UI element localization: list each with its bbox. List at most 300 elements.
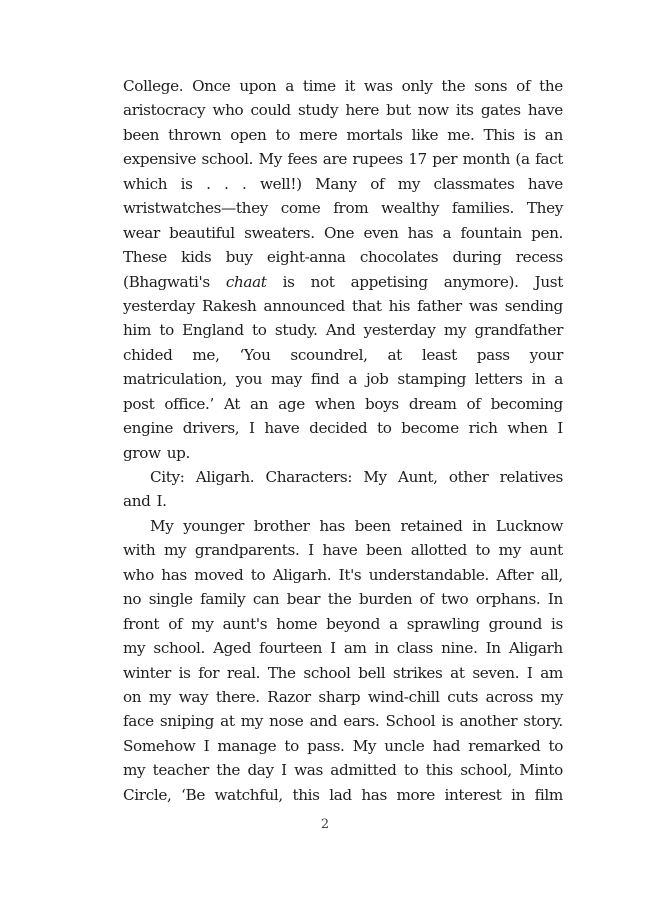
word: In xyxy=(485,639,501,658)
word: stamping xyxy=(397,370,466,389)
word: pass xyxy=(476,345,510,364)
word: kids xyxy=(181,248,212,267)
word: had xyxy=(432,736,461,755)
word: but xyxy=(386,101,411,120)
word: sharp xyxy=(318,687,361,706)
word: time xyxy=(302,77,336,95)
word: Rakesh xyxy=(201,296,257,315)
word: now xyxy=(417,101,449,120)
word: rupees xyxy=(352,150,403,169)
text-line xyxy=(123,98,563,122)
word: wear xyxy=(123,223,160,242)
word: It's xyxy=(338,565,362,584)
word: announced xyxy=(263,296,345,315)
word: well!) xyxy=(260,174,302,193)
word: here xyxy=(345,101,379,120)
word: younger xyxy=(183,516,244,535)
word: teacher xyxy=(152,761,209,780)
word: City: xyxy=(150,468,185,486)
word: at xyxy=(387,345,402,364)
word: Aligarh. xyxy=(195,468,255,486)
word: (Bhagwati's xyxy=(123,272,210,291)
word: only xyxy=(401,77,433,95)
word: drivers, xyxy=(182,419,240,438)
word: orphans. xyxy=(475,590,541,609)
text-line xyxy=(123,685,563,709)
word: understandable. xyxy=(368,565,489,584)
word: sprawling xyxy=(406,614,480,633)
word: is xyxy=(523,125,536,144)
word: at xyxy=(220,712,235,731)
text-line xyxy=(123,489,563,513)
word: can xyxy=(252,590,280,609)
word: of xyxy=(419,590,434,609)
word: of xyxy=(168,614,183,633)
word: I xyxy=(330,639,336,658)
word: and xyxy=(309,712,338,731)
word: study. xyxy=(274,321,318,340)
word: grandparents. xyxy=(194,541,300,560)
text-line xyxy=(123,734,563,758)
word: (a xyxy=(515,150,530,169)
word: The xyxy=(267,663,296,682)
word: One xyxy=(324,223,355,242)
word: . xyxy=(224,174,229,193)
word: per xyxy=(432,150,458,169)
word: and xyxy=(123,492,151,511)
word: appetising xyxy=(350,272,428,291)
word: in xyxy=(511,785,526,804)
word: my xyxy=(163,541,187,560)
word: My xyxy=(150,516,174,535)
word: no xyxy=(123,590,142,609)
word: a xyxy=(554,370,563,389)
text-line xyxy=(123,392,563,416)
text-line xyxy=(123,783,563,807)
word: single xyxy=(148,590,193,609)
word: is xyxy=(441,712,454,731)
word: open xyxy=(230,125,267,144)
text-line xyxy=(123,221,563,245)
word: real. xyxy=(226,663,261,682)
word: have xyxy=(322,541,358,560)
word: beautiful xyxy=(169,223,235,242)
word: engine xyxy=(123,419,174,438)
word: office.’ xyxy=(164,394,214,413)
word: am xyxy=(343,639,367,658)
word: fourteen xyxy=(259,639,323,658)
word: After xyxy=(496,565,534,584)
word: These xyxy=(123,248,167,267)
word: when xyxy=(314,394,356,413)
word: to xyxy=(403,761,419,780)
word: strikes xyxy=(392,663,443,682)
word: an xyxy=(544,125,563,144)
word: is xyxy=(178,663,191,682)
word: a xyxy=(389,614,398,633)
word: it xyxy=(344,77,355,95)
word: thrown xyxy=(168,125,222,144)
word: Many xyxy=(315,174,357,193)
word: Just xyxy=(534,272,563,291)
word: This xyxy=(483,125,515,144)
word: am xyxy=(540,663,563,682)
word: your xyxy=(529,345,563,364)
word: all, xyxy=(540,565,563,584)
word: a xyxy=(348,370,358,389)
word: the xyxy=(216,761,241,780)
word: fountain xyxy=(460,223,522,242)
word: for xyxy=(198,663,220,682)
word: mere xyxy=(299,125,338,144)
word: other xyxy=(448,468,489,486)
text-line xyxy=(123,441,563,465)
word: school xyxy=(303,663,351,682)
text-line xyxy=(123,514,563,538)
word: two xyxy=(441,590,469,609)
word: grandfather xyxy=(474,321,563,340)
word: school. xyxy=(153,639,205,658)
word: has xyxy=(361,785,387,804)
word: who xyxy=(123,565,154,584)
word: rich xyxy=(468,419,498,438)
word: to xyxy=(252,321,267,340)
word: winter xyxy=(123,663,171,682)
word: eight-anna xyxy=(266,248,346,267)
word: I xyxy=(308,541,314,560)
word: College. xyxy=(123,77,184,95)
word: uncle xyxy=(384,736,425,755)
word: chaat xyxy=(225,272,267,291)
word: Razor xyxy=(267,687,311,706)
word: At xyxy=(223,394,241,413)
word: chocolates xyxy=(359,248,439,267)
word: classmates xyxy=(433,174,515,193)
word: aunt's xyxy=(222,614,268,633)
text-line xyxy=(123,172,563,196)
word: Aunt, xyxy=(397,468,438,486)
word: brother xyxy=(253,516,310,535)
word: my xyxy=(148,687,172,706)
word: interest xyxy=(444,785,502,804)
word: families. xyxy=(451,199,515,218)
word: nose xyxy=(269,712,304,731)
word: admitted xyxy=(330,761,397,780)
word: My xyxy=(258,150,282,169)
word: ‘You xyxy=(239,345,271,364)
word: wealthy xyxy=(381,199,440,218)
word: ‘Be xyxy=(181,785,205,804)
word: to xyxy=(284,736,299,755)
word: front xyxy=(123,614,160,633)
word: from xyxy=(333,199,369,218)
word: father xyxy=(417,296,462,315)
word: may xyxy=(270,370,302,389)
word: on xyxy=(123,687,142,706)
word: school, xyxy=(460,761,512,780)
word: cuts xyxy=(447,687,479,706)
word: School xyxy=(385,712,436,731)
word: class xyxy=(396,639,433,658)
word: come xyxy=(280,199,321,218)
word: been xyxy=(123,125,160,144)
word: Once xyxy=(192,77,231,95)
text-line xyxy=(123,123,563,147)
text-line xyxy=(123,74,563,98)
word: decided xyxy=(309,419,368,438)
word: in xyxy=(472,516,487,535)
word: when xyxy=(507,419,548,438)
word: up. xyxy=(166,443,191,462)
word: retained xyxy=(400,516,463,535)
word: has xyxy=(319,516,345,535)
word: the xyxy=(539,77,563,95)
word: yesterday xyxy=(363,321,436,340)
word: fact xyxy=(535,150,563,169)
word: study xyxy=(297,101,339,120)
word: fees xyxy=(287,150,318,169)
word: to xyxy=(475,541,490,560)
word: gates xyxy=(480,101,521,120)
word: pass. xyxy=(307,736,345,755)
word: have xyxy=(527,101,563,120)
word: grow xyxy=(123,443,161,462)
text-line xyxy=(123,196,563,220)
word: becoming xyxy=(490,394,563,413)
word: manage xyxy=(217,736,277,755)
word: age xyxy=(278,394,305,413)
page-number: 2 xyxy=(320,817,330,832)
text-line xyxy=(123,636,563,660)
word: seven. xyxy=(472,663,520,682)
text-line xyxy=(123,416,563,440)
text-line xyxy=(123,245,563,269)
text-line xyxy=(123,318,563,342)
word: anymore). xyxy=(443,272,519,291)
word: They xyxy=(526,199,563,218)
word: could xyxy=(250,101,291,120)
word: sniping xyxy=(159,712,214,731)
word: been xyxy=(366,541,403,560)
word: home xyxy=(276,614,318,633)
word: I xyxy=(281,761,287,780)
word: buy xyxy=(225,248,253,267)
word: burden xyxy=(358,590,413,609)
word: this xyxy=(425,761,453,780)
word: across xyxy=(485,687,534,706)
word: more xyxy=(396,785,435,804)
word: to xyxy=(250,565,266,584)
word: the xyxy=(327,590,352,609)
word: matriculation, xyxy=(123,370,227,389)
word: In xyxy=(547,590,563,609)
word: mortals xyxy=(346,125,403,144)
word: moved xyxy=(194,565,244,584)
word: beyond xyxy=(326,614,380,633)
word: at xyxy=(450,663,465,682)
word: ears. xyxy=(343,712,380,731)
word: my xyxy=(397,174,421,193)
word: the xyxy=(441,77,466,95)
word: has xyxy=(161,565,187,584)
word: him xyxy=(123,321,151,340)
word: boys xyxy=(365,394,399,413)
word: school. xyxy=(201,150,254,169)
word: my xyxy=(191,614,214,633)
word: 17 xyxy=(408,150,427,169)
word: recess xyxy=(515,248,563,267)
body-text xyxy=(123,74,563,807)
word: me, xyxy=(192,345,220,364)
text-line xyxy=(123,367,563,391)
word: of xyxy=(466,394,481,413)
word: watchful, xyxy=(214,785,283,804)
word: Somehow xyxy=(123,736,196,755)
word: not xyxy=(310,272,335,291)
text-line xyxy=(123,563,563,587)
word: an xyxy=(250,394,269,413)
word: month xyxy=(462,150,511,169)
word: in xyxy=(531,370,546,389)
word: even xyxy=(363,223,399,242)
word: Circle, xyxy=(123,785,172,804)
word: And xyxy=(325,321,356,340)
word: scoundrel, xyxy=(290,345,368,364)
word: to xyxy=(376,419,392,438)
word: his xyxy=(388,296,411,315)
text-line xyxy=(123,661,563,685)
word: day xyxy=(247,761,274,780)
word: Characters: xyxy=(265,468,353,486)
word: job xyxy=(365,370,389,389)
word: there. xyxy=(215,687,260,706)
word: a xyxy=(442,223,452,242)
word: is xyxy=(180,174,193,193)
word: are xyxy=(322,150,347,169)
word: aristocracy xyxy=(123,101,206,120)
text-line xyxy=(123,758,563,782)
word: Minto xyxy=(519,761,563,780)
word: allotted xyxy=(410,541,467,560)
word: have xyxy=(527,174,563,193)
word: least xyxy=(421,345,457,364)
word: England xyxy=(182,321,244,340)
word: have xyxy=(264,419,300,438)
word: my xyxy=(540,687,563,706)
word: with xyxy=(123,541,156,560)
word: this xyxy=(292,785,320,804)
text-line xyxy=(123,343,563,367)
word: Aged xyxy=(213,639,252,658)
text-line xyxy=(123,147,563,171)
word: become xyxy=(401,419,459,438)
word: my xyxy=(498,541,521,560)
word: yesterday xyxy=(123,296,195,315)
word: . xyxy=(242,174,247,193)
word: nine. xyxy=(441,639,478,658)
word: has xyxy=(407,223,434,242)
word: find xyxy=(310,370,340,389)
text-line xyxy=(123,709,563,733)
word: sweaters. xyxy=(244,223,315,242)
word: bell xyxy=(358,663,386,682)
word: post xyxy=(123,394,155,413)
text-line xyxy=(123,612,563,636)
word: in xyxy=(374,639,389,658)
word: aunt xyxy=(529,541,563,560)
word: remarked xyxy=(468,736,541,755)
word: its xyxy=(455,101,474,120)
word: is xyxy=(282,272,295,291)
word: . xyxy=(206,174,211,193)
word: my xyxy=(240,712,263,731)
word: way xyxy=(178,687,209,706)
word: Aligarh xyxy=(508,639,563,658)
word: which xyxy=(123,174,168,193)
word: my xyxy=(443,321,467,340)
text-line xyxy=(123,538,563,562)
word: relatives xyxy=(499,468,563,486)
word: pen. xyxy=(531,223,563,242)
word: to xyxy=(548,736,563,755)
word: like xyxy=(411,125,439,144)
word: is xyxy=(550,614,563,633)
word: was xyxy=(468,296,498,315)
word: that xyxy=(351,296,382,315)
word: wind-chill xyxy=(367,687,440,706)
word: Lucknow xyxy=(495,516,563,535)
word: my xyxy=(123,639,146,658)
word: you xyxy=(235,370,263,389)
word: I xyxy=(526,663,533,682)
word: to xyxy=(275,125,291,144)
word: to xyxy=(159,321,174,340)
word: during xyxy=(452,248,502,267)
word: me. xyxy=(447,125,475,144)
word: I. xyxy=(156,492,167,511)
word: wristwatches—they xyxy=(123,199,268,218)
word: letters xyxy=(474,370,523,389)
word: lad xyxy=(329,785,352,804)
word: film xyxy=(534,785,563,804)
word: dream xyxy=(408,394,457,413)
word: upon xyxy=(239,77,277,95)
word: chided xyxy=(123,345,173,364)
word: bear xyxy=(286,590,321,609)
word: My xyxy=(352,736,377,755)
word: My xyxy=(363,468,387,486)
word: family xyxy=(200,590,246,609)
text-line xyxy=(123,465,563,489)
word: a xyxy=(285,77,294,95)
word: of xyxy=(516,77,531,95)
word: who xyxy=(212,101,244,120)
text-line xyxy=(123,270,563,294)
word: Aligarh. xyxy=(272,565,332,584)
word: face xyxy=(123,712,154,731)
word: I xyxy=(557,419,563,438)
text-line xyxy=(123,294,563,318)
word: was xyxy=(363,77,393,95)
word: sending xyxy=(504,296,563,315)
word: expensive xyxy=(123,150,197,169)
word: I xyxy=(249,419,255,438)
word: I xyxy=(203,736,210,755)
word: another xyxy=(459,712,518,731)
word: was xyxy=(294,761,323,780)
word: been xyxy=(354,516,391,535)
word: ground xyxy=(488,614,542,633)
